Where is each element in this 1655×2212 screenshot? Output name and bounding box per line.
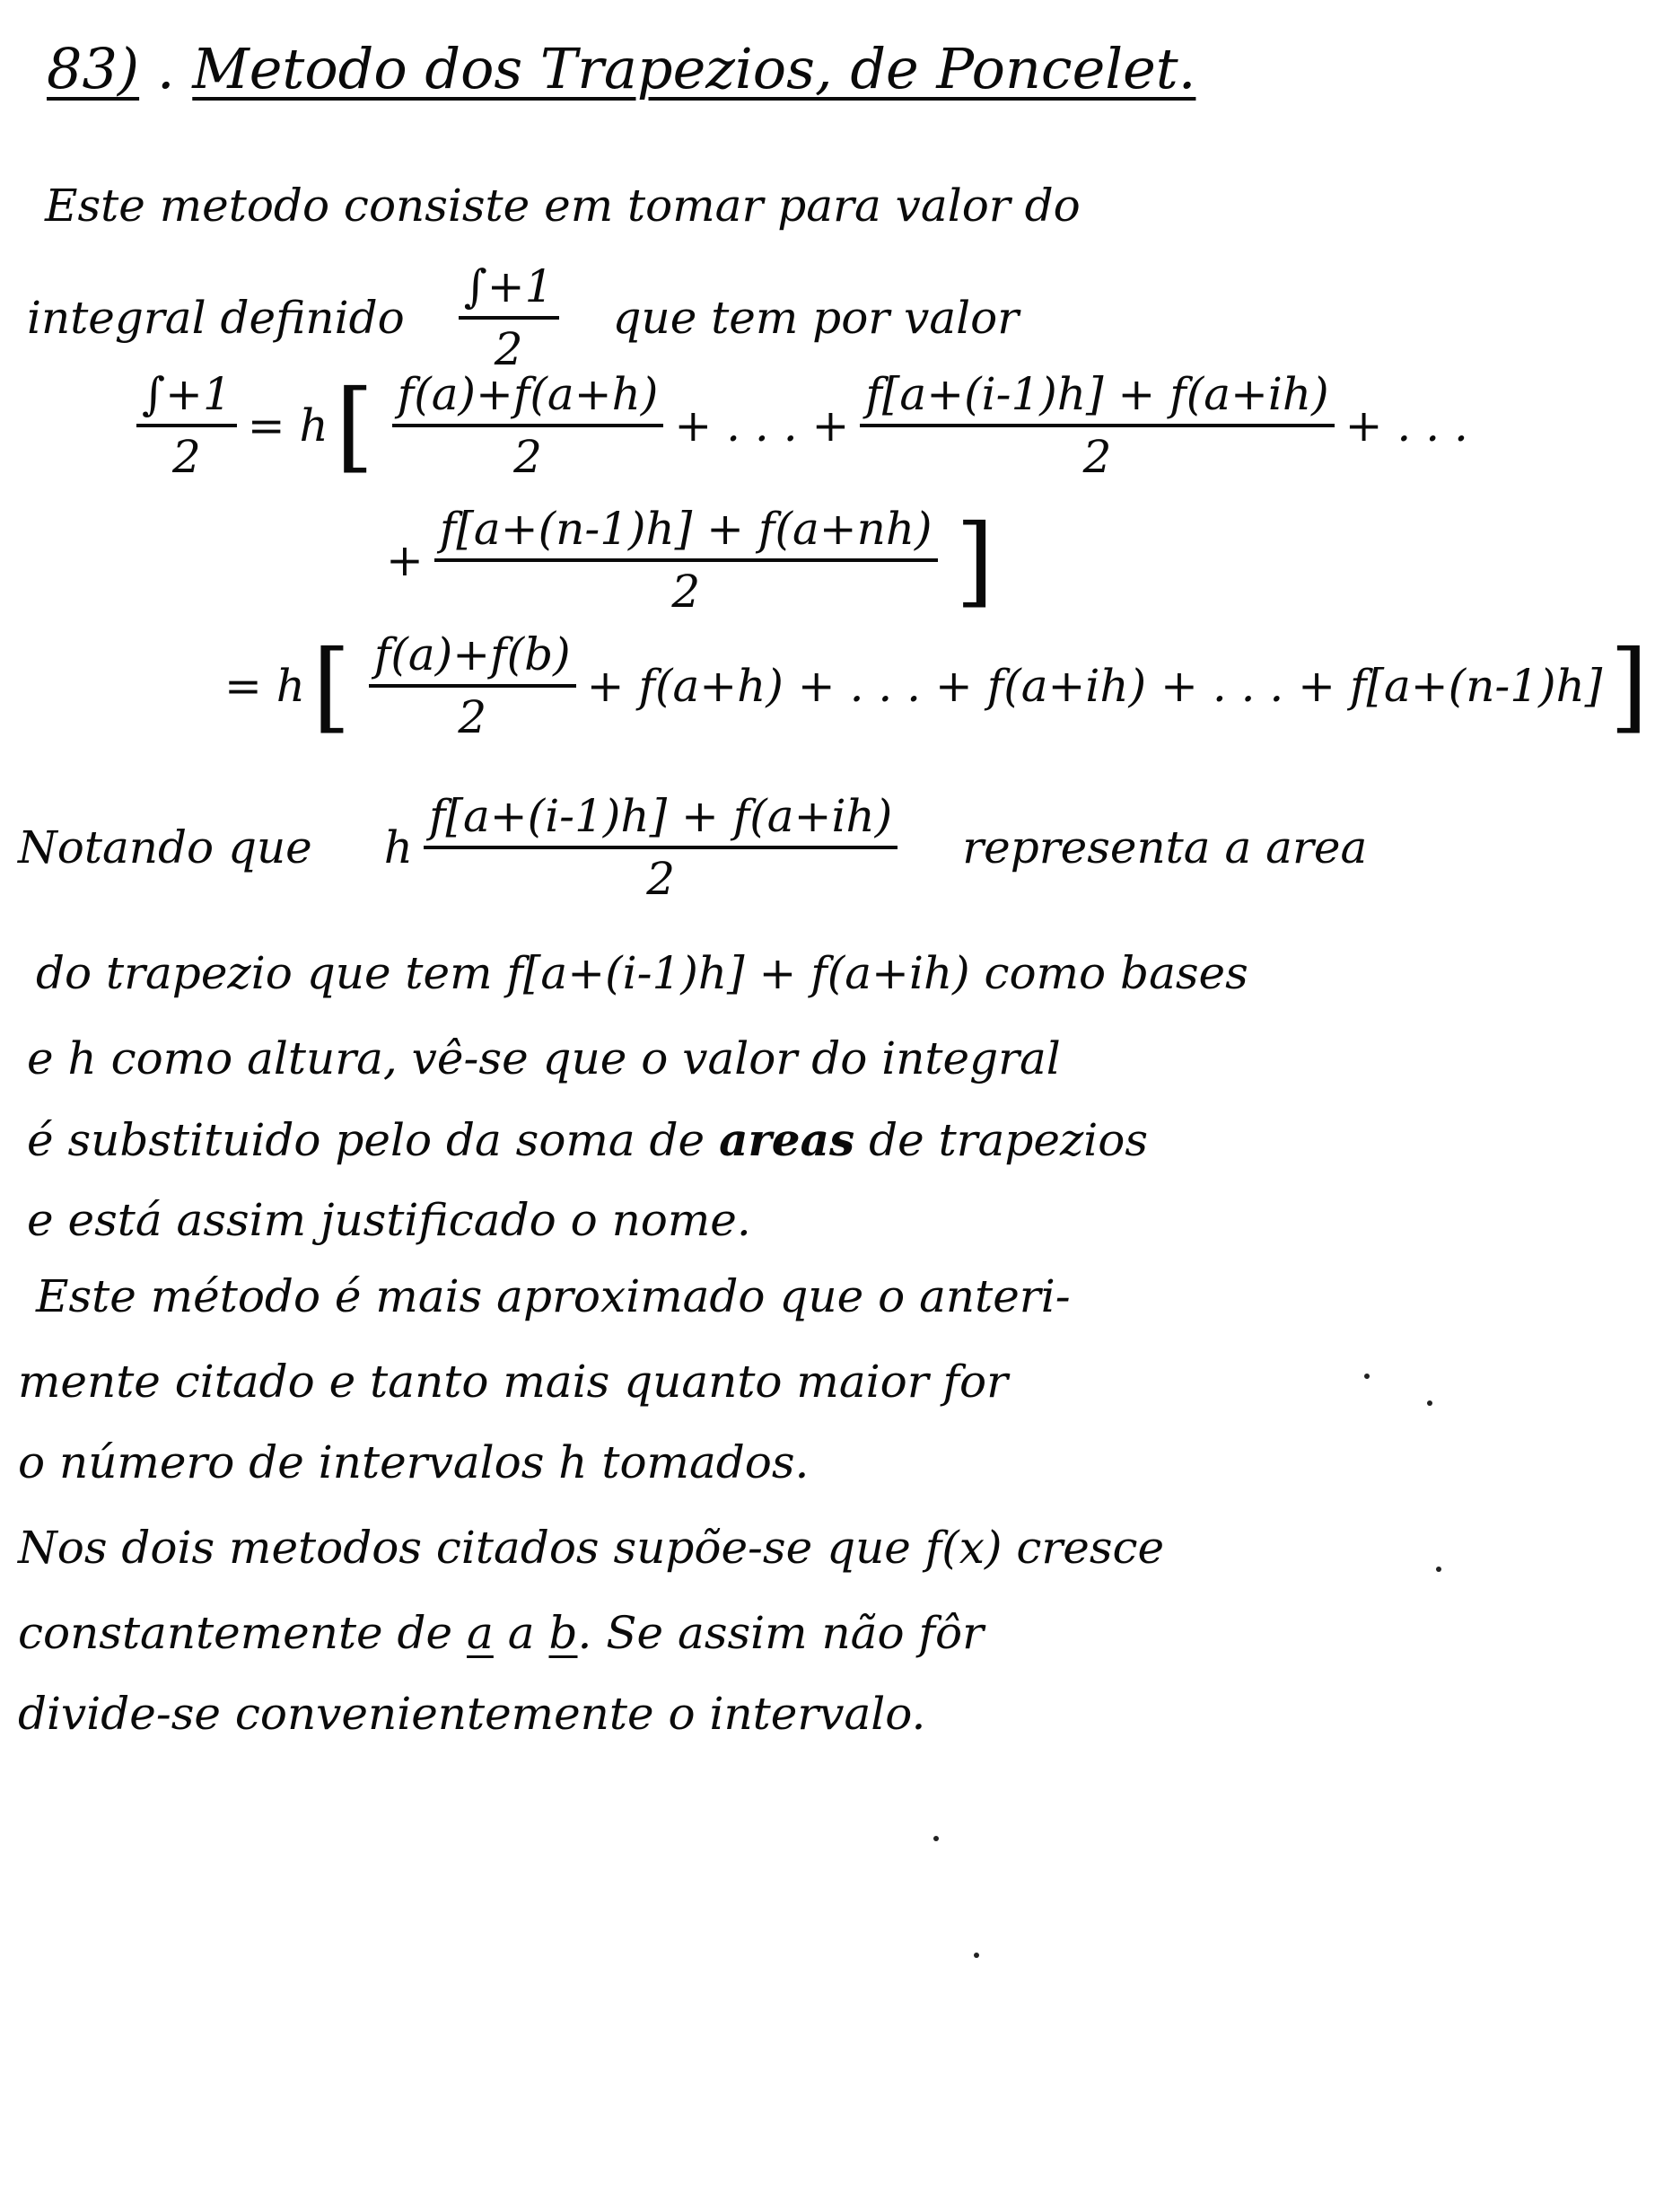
eq1-lhs-numerator: ∫+1 [136, 368, 237, 427]
eq3-first-term [369, 628, 576, 743]
para-line-1-h: h [383, 821, 413, 873]
eq3-remaining-terms: + f(a+h) + . . . + f(a+ih) + . . . + f[a+(n-1)h] [586, 660, 1603, 712]
eq3-equals-h: = h [224, 660, 305, 712]
para-line-10 [18, 1607, 984, 1659]
eq1-term-1 [392, 368, 664, 483]
para-line-6: Este método é mais aproximado que o anteri- [36, 1270, 1071, 1322]
eq1-term-1-denominator: 2 [513, 431, 542, 483]
para-line-1c: representa a area [962, 821, 1368, 873]
eq1-plus-dots: + . . . + [674, 399, 850, 452]
section-number: 83) [47, 36, 140, 101]
eq1-equals-h: = h [247, 399, 328, 452]
para-line-3: e h como altura, vê-se que o valor do integral [27, 1032, 1061, 1084]
eq2-term-n-denominator: 2 [671, 566, 701, 618]
eq1-lhs-denominator: 2 [171, 431, 201, 483]
eq2-lead-plus: + [386, 534, 424, 586]
para-line-4a: é substituido pelo da soma de [27, 1114, 705, 1166]
para-line-8: o número de intervalos h tomados. [18, 1436, 810, 1488]
para-fraction-denominator: 2 [646, 853, 675, 905]
title-text: Metodo dos Trapezios, de Poncelet. [192, 36, 1196, 101]
eq1-term-i-denominator: 2 [1082, 431, 1112, 483]
ink-speck [933, 1836, 939, 1841]
para-line-10-a-word: a [507, 1607, 535, 1659]
eq2-term-n-numerator: f[a+(n-1)h] + f(a+nh) [434, 503, 938, 562]
ink-speck [1364, 1374, 1370, 1379]
para-line-5: e está assim justificado o nome. [27, 1194, 751, 1246]
intro-line-2 [27, 260, 1019, 375]
ink-speck [1427, 1400, 1432, 1406]
intro-fraction-numerator: ∫+1 [459, 260, 559, 320]
para-line-1a: Notando que [18, 821, 312, 873]
eq2-term-n [434, 503, 938, 618]
eq1-trailing-dots: + . . . [1344, 399, 1468, 452]
intro-line-1: Este metodo consiste em tomar para valor do [45, 180, 1081, 232]
equation-1 [126, 368, 1468, 483]
eq1-lhs [136, 368, 237, 483]
title-separator: . [156, 36, 175, 101]
eq1-open-bracket: [ [335, 368, 374, 483]
para-line-10-b-var: b [548, 1607, 578, 1659]
intro-fraction [459, 260, 559, 375]
para-line-11: divide-se convenientemente o intervalo. [18, 1688, 926, 1740]
para-line-4-emphasis: areas [719, 1113, 855, 1166]
equation-3 [224, 628, 1655, 743]
intro-fraction-denominator: 2 [494, 323, 523, 375]
para-line-7: mente citado e tanto mais quanto maior for [18, 1356, 1009, 1408]
eq3-close-bracket: ] [1609, 628, 1649, 743]
para-fraction-numerator: f[a+(i-1)h] + f(a+ih) [424, 790, 898, 849]
para-line-10a: constantemente de [18, 1607, 453, 1659]
eq1-term-i-numerator: f[a+(i-1)h] + f(a+ih) [860, 368, 1334, 427]
eq3-first-term-denominator: 2 [458, 691, 487, 743]
page-title [47, 36, 1195, 101]
intro-line-2a: integral definido [27, 292, 405, 344]
para-line-4 [27, 1113, 1148, 1166]
eq3-first-term-numerator: f(a)+f(b) [369, 628, 576, 688]
eq3-open-bracket: [ [312, 628, 351, 743]
para-fraction [424, 790, 898, 905]
para-line-1 [18, 790, 1367, 905]
para-line-2: do trapezio que tem f[a+(i-1)h] + f(a+ih) como bases [36, 947, 1248, 999]
eq1-term-i [860, 368, 1334, 483]
equation-2 [386, 503, 1002, 618]
ink-speck [1436, 1567, 1441, 1572]
para-line-10-a-var: a [467, 1607, 494, 1659]
eq2-close-bracket: ] [955, 503, 994, 618]
intro-line-2b: que tem por valor [612, 292, 1020, 344]
para-line-10e: . Se assim não fôr [577, 1607, 984, 1659]
eq1-term-1-numerator: f(a)+f(a+h) [392, 368, 664, 427]
ink-speck [974, 1953, 979, 1958]
para-line-9: Nos dois metodos citados supõe-se que f(x) cresce [18, 1522, 1165, 1574]
para-line-4c: de trapezios [869, 1114, 1149, 1166]
